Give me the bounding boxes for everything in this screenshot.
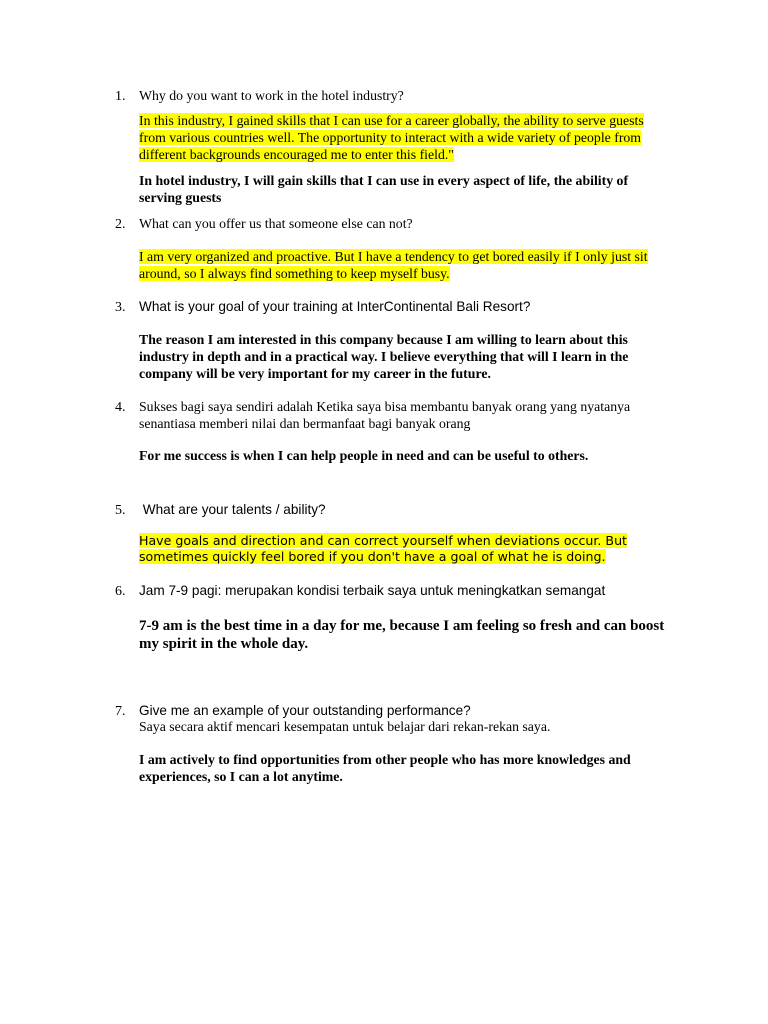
answer-3-bold: The reason I am interested in this company because I am willing to learn about this industry in depth and in a practical way. I believe everything that will I learn in the company will be very important for my career in the future. xyxy=(139,332,629,381)
list-number: 5. xyxy=(115,503,126,518)
highlighted-text: I am very organized and proactive. But I have a tendency to get bored easily if I only just sit around, so I always find something to keep myself busy. xyxy=(139,249,648,281)
answer-1-bold: In hotel industry, I will gain skills that I can use in every aspect of life, the ability of serving guests xyxy=(139,173,629,205)
question-4: Sukses bagi saya sendiri adalah Ketika saya bisa membantu banyak orang yang nyatanya senantiasa memberi nilai dan bermanfaat bagi banyak orang xyxy=(139,399,631,431)
list-number: 6. xyxy=(115,584,126,599)
question-5: What are your talents / ability? xyxy=(139,502,326,517)
answer-7-bold: I am actively to find opportunities from other people who has more knowledges and experiences, so I can a lot anytime. xyxy=(139,752,631,784)
highlighted-text: In this industry, I gained skills that I can use for a career globally, the ability to serve guests from various countries well. The opportunity to interact with a wide variety of people from different backgrounds encouraged me to enter this field." xyxy=(139,113,644,162)
list-number: 3. xyxy=(115,300,126,315)
question-2: What can you offer us that someone else can not? xyxy=(139,216,413,231)
answer-6-bold: 7-9 am is the best time in a day for me, because I am feeling so fresh and can boost my spirit in the whole day. xyxy=(139,618,665,652)
answer-2-highlighted xyxy=(139,249,669,283)
list-number: 1. xyxy=(115,89,126,104)
question-6: Jam 7-9 pagi: merupakan kondisi terbaik saya untuk meningkatkan semangat xyxy=(139,583,606,598)
list-number: 4. xyxy=(115,400,126,415)
highlighted-text: Have goals and direction and can correct yourself when deviations occur. But sometimes quickly feel bored if you don't have a goal of what he is doing. xyxy=(139,533,627,565)
question-7-translation: Saya secara aktif mencari kesempatan untuk belajar dari rekan-rekan saya. xyxy=(139,719,551,734)
answer-5-highlighted xyxy=(139,533,667,566)
list-number: 7. xyxy=(115,704,126,719)
question-1: Why do you want to work in the hotel industry? xyxy=(139,88,404,103)
question-3: What is your goal of your training at InterContinental Bali Resort? xyxy=(139,299,531,314)
list-number: 2. xyxy=(115,217,126,232)
question-7: Give me an example of your outstanding performance? xyxy=(139,703,471,718)
answer-1-highlighted xyxy=(139,113,669,163)
answer-4-bold: For me success is when I can help people in need and can be useful to others. xyxy=(139,448,589,463)
